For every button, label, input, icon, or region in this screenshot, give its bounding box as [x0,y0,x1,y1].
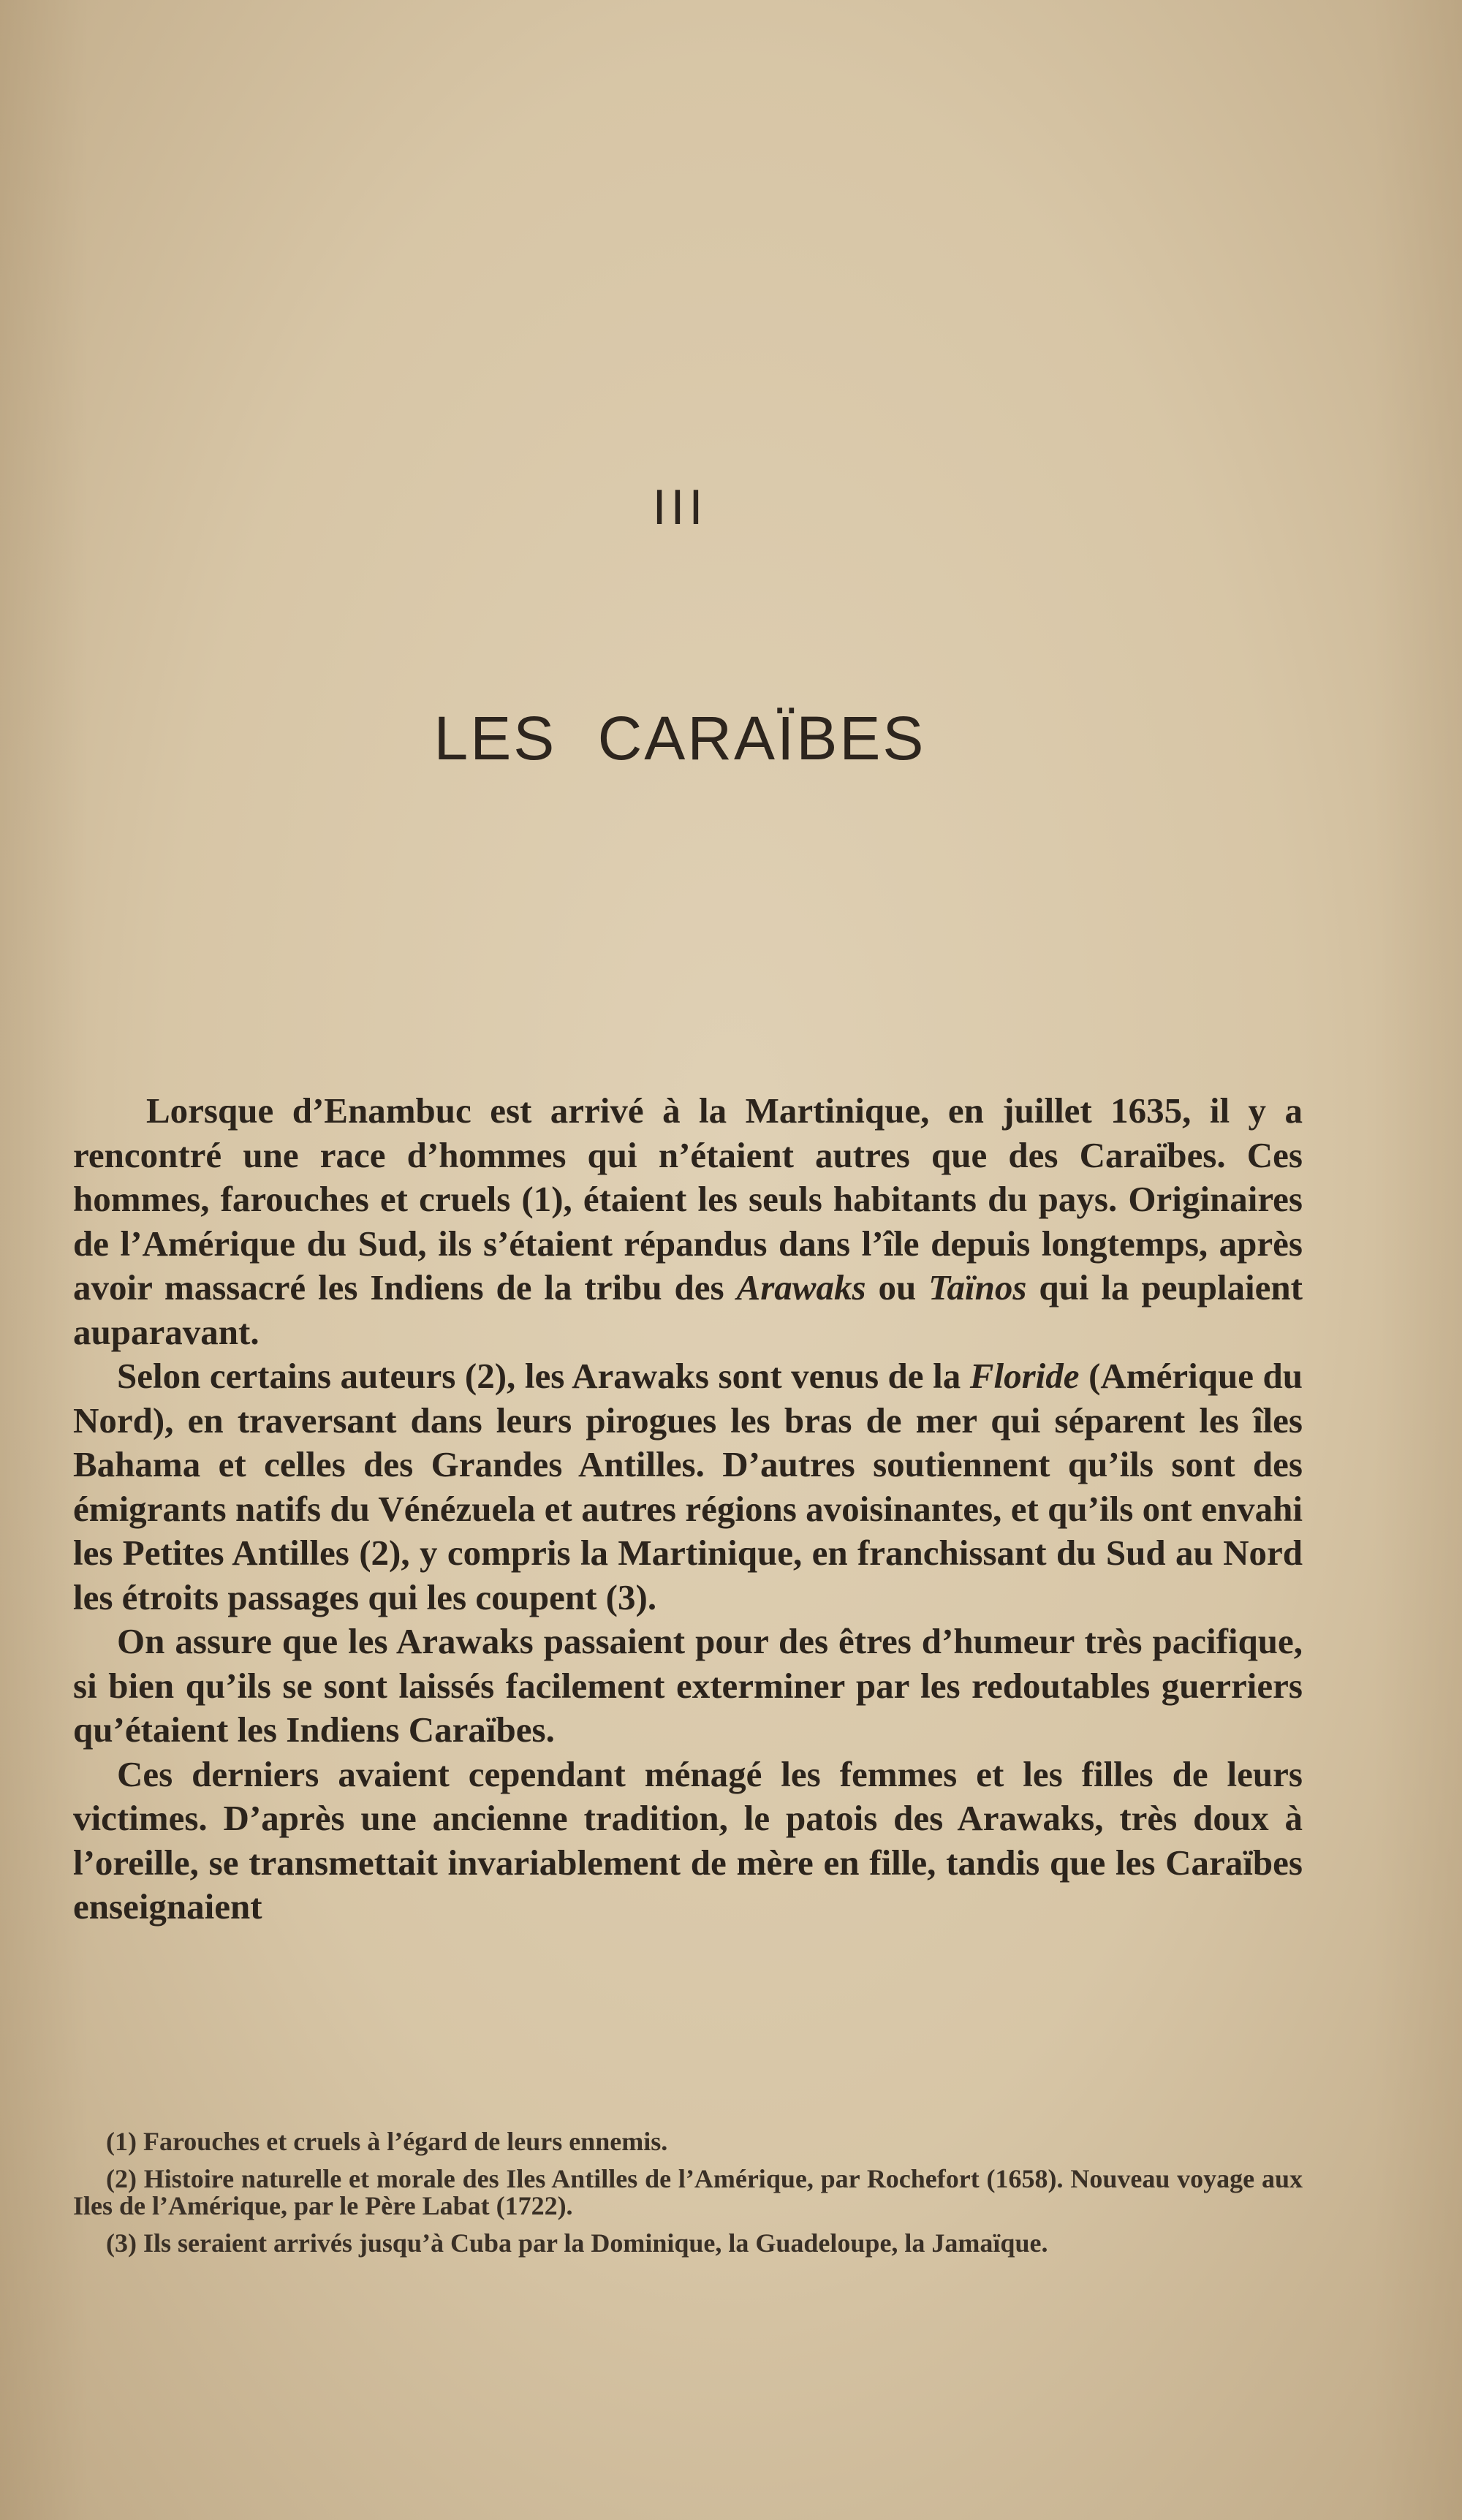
paragraph [73,1354,1303,1620]
footnote-1: (1) Farouches et cruels à l’égard de leurs ennemis. [106,2127,668,2156]
italic-term: Arawaks [736,1267,866,1308]
italic-term: Floride [969,1356,1080,1396]
text-segment: Selon certains auteurs (2), les Arawaks sont venus de la [117,1356,970,1396]
footnote-3: (3) Ils seraient arrivés jusqu’à Cuba par la Dominique, la Guadeloupe, la Jamaïque. [106,2228,1048,2258]
text-segment: Ces derniers avaient cependant ménagé les femmes et les filles de leurs victimes. D’après une ancienne tradition, le patois des Arawaks, très doux à l’oreille, se transmettait invariablement de mère en fille, tandis que les Caraïbes enseignaient [73,1753,1303,1927]
body-text [73,1089,1303,1929]
footnote-2: (2) Histoire naturelle et morale des Iles Antilles de l’Amérique, par Rochefort (1658). Nouveau voyage aux Iles de l’Amérique, par le Père Labat (1722). [73,2164,1303,2220]
text-segment: ou [866,1267,929,1308]
footnotes [73,2128,1303,2267]
paragraph [73,1753,1303,1929]
paragraph [73,1620,1303,1753]
chapter-number: III [652,479,708,535]
chapter-title: LES CARAÏBES [433,704,926,773]
text-segment: On assure que les Arawaks passaient pour des êtres d’humeur très pacifique, si bien qu’ils se sont laissés facilement exterminer par les redoutables guerriers qu’étaient les Indiens Caraïbes. [73,1621,1303,1750]
text-segment: qui la peuplaient auparavant. [73,1267,1303,1352]
paragraph [73,1089,1303,1354]
italic-term: Taïnos [928,1267,1027,1308]
text-segment: (Amérique du Nord), en traversant dans leurs pirogues les bras de mer qui séparent les îles Bahama et celles des Grandes Antilles. D’autres soutiennent qu’ils sont des émigrants natifs du Vénézuela et autres régions avoisinantes, et qu’ils ont envahi les Petites Antilles (2), y compris la Martinique, en franchissant du Sud au Nord les étroits passages qui les coupent (3). [73,1356,1303,1617]
text-segment: Lorsque d’Enambuc est arrivé à la Martinique, en juillet 1635, il y a rencontré une race d’hommes qui n’étaient autres que des Caraïbes. Ces hommes, farouches et cruels (1), étaient les seuls habitants du pays. Originaires de l’Amérique du Sud, ils s’étaient répandus dans l’île depuis longtemps, après avoir massacré les Indiens de la tribu des [73,1090,1303,1308]
